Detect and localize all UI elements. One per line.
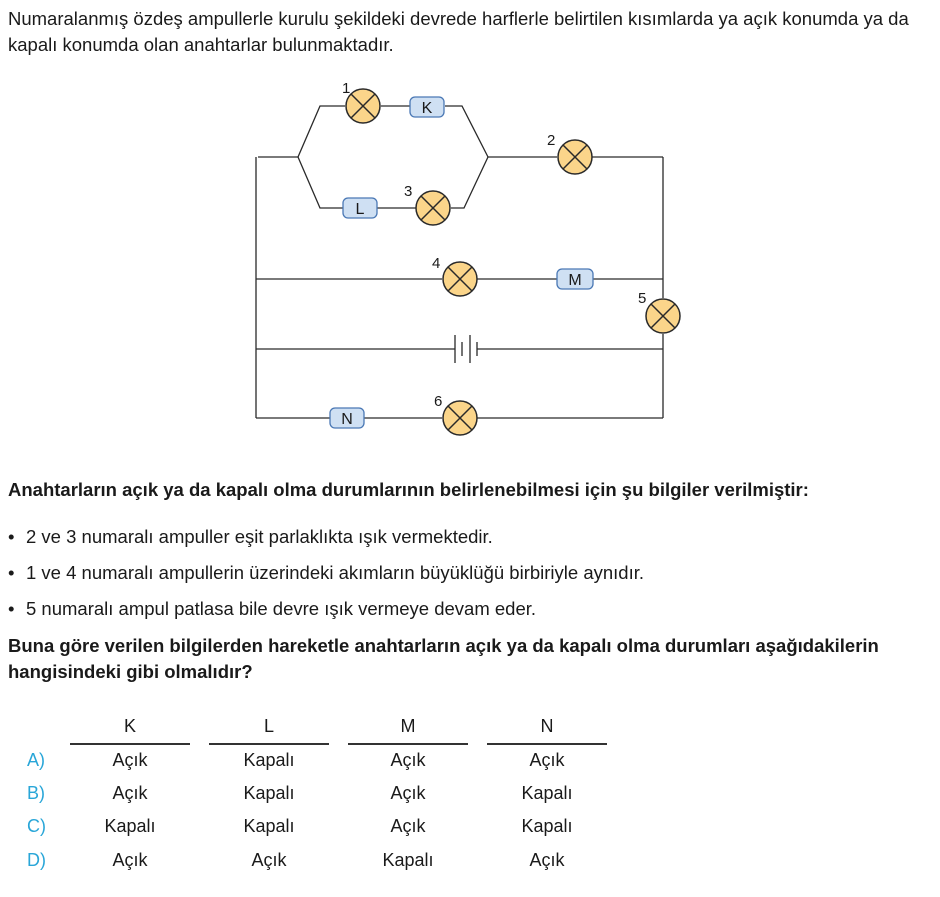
- info-item: • 5 numaralı ampul patlasa bile devre ışık vermeye devam eder.: [8, 598, 537, 619]
- switch-k-label: K: [421, 100, 433, 117]
- option-c-k: Kapalı: [104, 816, 156, 836]
- column-header-n: N: [540, 716, 554, 736]
- option-b-k: Açık: [112, 783, 148, 803]
- option-d-letter[interactable]: D): [27, 850, 46, 870]
- bulb-4-label: 4: [432, 255, 441, 272]
- question-intro: Numaralanmış özdeş ampullerle kurulu şekildeki devrede harflerle belirtilen kısımlarda ya açık konumda ya da kapalı konumda olan anahtarlar bulunmaktadır.: [8, 8, 909, 55]
- bulb-1-label: 1: [342, 80, 351, 97]
- info-item: • 2 ve 3 numaralı ampuller eşit parlaklıkta ışık vermektedir.: [8, 526, 493, 547]
- switch-l: [343, 198, 377, 218]
- bulb-2-label: 2: [547, 132, 556, 149]
- switch-k: [410, 97, 444, 117]
- column-header-m: M: [400, 716, 416, 736]
- column-header-k: K: [123, 716, 136, 736]
- bulb-1-icon: [346, 89, 380, 123]
- header-rule: [209, 743, 329, 745]
- option-a-n: Açık: [529, 750, 565, 770]
- option-b-letter[interactable]: B): [27, 783, 45, 803]
- option-c-l: Kapalı: [243, 816, 295, 836]
- question-prompt: Buna göre verilen bilgilerden hareketle anahtarların açık ya da kapalı olma durumları aşağıdakilerin hangisindeki gibi olmalıdır?: [8, 635, 879, 682]
- info-item-text: 2 ve 3 numaralı ampuller eşit parlaklıkta ışık vermektedir.: [26, 526, 493, 547]
- switch-l-label: L: [355, 201, 365, 218]
- bulb-2-icon: [558, 140, 592, 174]
- bulb-5-label: 5: [638, 290, 647, 307]
- info-item-text: 1 ve 4 numaralı ampullerin üzerindeki akımların büyüklüğü birbiriyle aynıdır.: [26, 562, 644, 583]
- switch-n: [330, 408, 364, 428]
- header-rule: [70, 743, 190, 745]
- bulb-3-label: 3: [404, 183, 413, 200]
- info-item-text: 5 numaralı ampul patlasa bile devre ışık vermeye devam eder.: [26, 598, 537, 619]
- option-d-m: Kapalı: [382, 850, 434, 870]
- info-heading: Anahtarların açık ya da kapalı olma durumlarının belirlenebilmesi için şu bilgiler verilmiştir:: [8, 479, 809, 500]
- option-d-l: Açık: [251, 850, 287, 870]
- bulb-4-icon: [443, 262, 477, 296]
- bulb-5-icon: [646, 299, 680, 333]
- switch-m-label: M: [568, 272, 582, 289]
- option-b-l: Kapalı: [243, 783, 295, 803]
- bulb-3-icon: [416, 191, 450, 225]
- option-d-k: Açık: [112, 850, 148, 870]
- option-b-m: Açık: [390, 783, 426, 803]
- option-a-m: Açık: [390, 750, 426, 770]
- option-a-letter[interactable]: A): [27, 750, 45, 770]
- option-b-n: Kapalı: [521, 783, 573, 803]
- header-rule: [487, 743, 607, 745]
- switch-m: [557, 269, 593, 289]
- option-c-letter[interactable]: C): [27, 816, 46, 836]
- option-c-n: Kapalı: [521, 816, 573, 836]
- option-a-l: Kapalı: [243, 750, 295, 770]
- option-d-n: Açık: [529, 850, 565, 870]
- bulb-6-label: 6: [434, 393, 443, 410]
- option-c-m: Açık: [390, 816, 426, 836]
- battery-icon: [455, 335, 477, 363]
- option-a-k: Açık: [112, 750, 148, 770]
- header-rule: [348, 743, 468, 745]
- column-header-l: L: [263, 716, 274, 736]
- bulb-6-icon: [443, 401, 477, 435]
- switch-n-label: N: [341, 411, 353, 428]
- info-list: [8, 519, 644, 627]
- info-item: • 1 ve 4 numaralı ampullerin üzerindeki akımların büyüklüğü birbiriyle aynıdır.: [8, 562, 644, 583]
